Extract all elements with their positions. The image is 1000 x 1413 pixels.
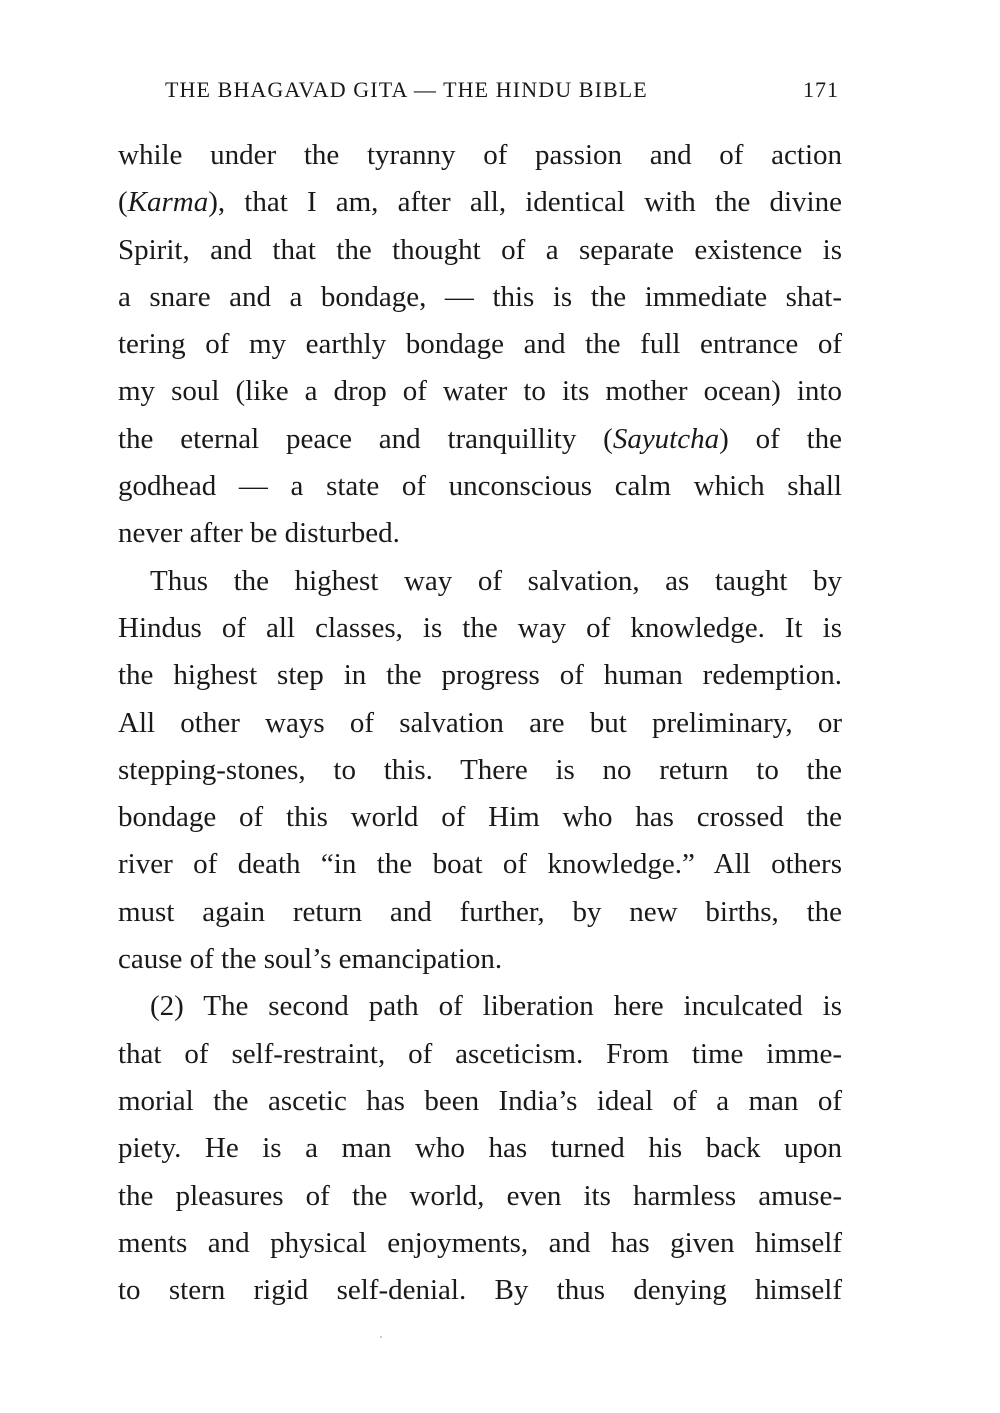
- text-line: must again return and further, by new births, the: [118, 895, 842, 928]
- text-line: Hindus of all classes, is the way of knowledge. It is: [118, 611, 842, 644]
- text-line: godhead — a state of unconscious calm which shall: [118, 470, 842, 503]
- text-line: the pleasures of the world, even its harmless amuse-: [118, 1179, 842, 1212]
- text-line: All other ways of salvation are but preliminary, or: [118, 706, 842, 739]
- paragraph-3: [118, 983, 842, 1314]
- ink-speck: [380, 1336, 382, 1338]
- running-head: [165, 76, 845, 104]
- text-line: morial the ascetic has been India’s ideal of a man of: [118, 1084, 842, 1117]
- text-fragment: ), that I am, after all, identical with the divine: [208, 186, 842, 219]
- text-line: Spirit, and that the thought of a separate existence is: [118, 233, 842, 266]
- text-line: stepping-stones, to this. There is no return to the: [118, 753, 842, 786]
- italic-term-sayutcha: Sayutcha: [612, 422, 720, 455]
- text-line: a snare and a bondage, — this is the immediate shat-: [118, 280, 842, 313]
- paragraph-1: [118, 132, 842, 558]
- italic-term-karma: Karma: [127, 186, 209, 219]
- text-line: [118, 416, 842, 463]
- text-line: river of death “in the boat of knowledge.” All others: [118, 848, 842, 881]
- page-number: 171: [803, 77, 839, 102]
- text-line: the highest step in the progress of human redemption.: [118, 659, 842, 692]
- text-line: Thus the highest way of salvation, as taught by: [150, 564, 842, 597]
- text-line: (2) The second path of liberation here inculcated is: [150, 990, 842, 1023]
- text-line: my soul (like a drop of water to its mother ocean) into: [118, 375, 842, 408]
- text-line: [118, 179, 842, 226]
- running-title: THE BHAGAVAD GITA — THE HINDU BIBLE: [165, 77, 648, 102]
- text-fragment: the eternal peace and tranquillity (: [118, 422, 613, 455]
- text-fragment: (: [118, 186, 128, 219]
- text-line: ments and physical enjoyments, and has given himself: [118, 1226, 842, 1259]
- paragraph-2: [118, 558, 842, 984]
- body-text: [118, 132, 842, 1314]
- text-line: tering of my earthly bondage and the full entrance of: [118, 328, 842, 361]
- text-line: that of self-restraint, of asceticism. From time imme-: [118, 1037, 842, 1070]
- text-line: cause of the soul’s emancipation.: [118, 943, 503, 976]
- text-line: bondage of this world of Him who has crossed the: [118, 801, 842, 834]
- text-fragment: ) of the: [719, 422, 843, 455]
- text-line: never after be disturbed.: [118, 517, 400, 550]
- text-line: to stern rigid self-denial. By thus denying himself: [118, 1274, 842, 1307]
- text-line: piety. He is a man who has turned his back upon: [118, 1132, 842, 1165]
- text-line: while under the tyranny of passion and of action: [118, 139, 842, 171]
